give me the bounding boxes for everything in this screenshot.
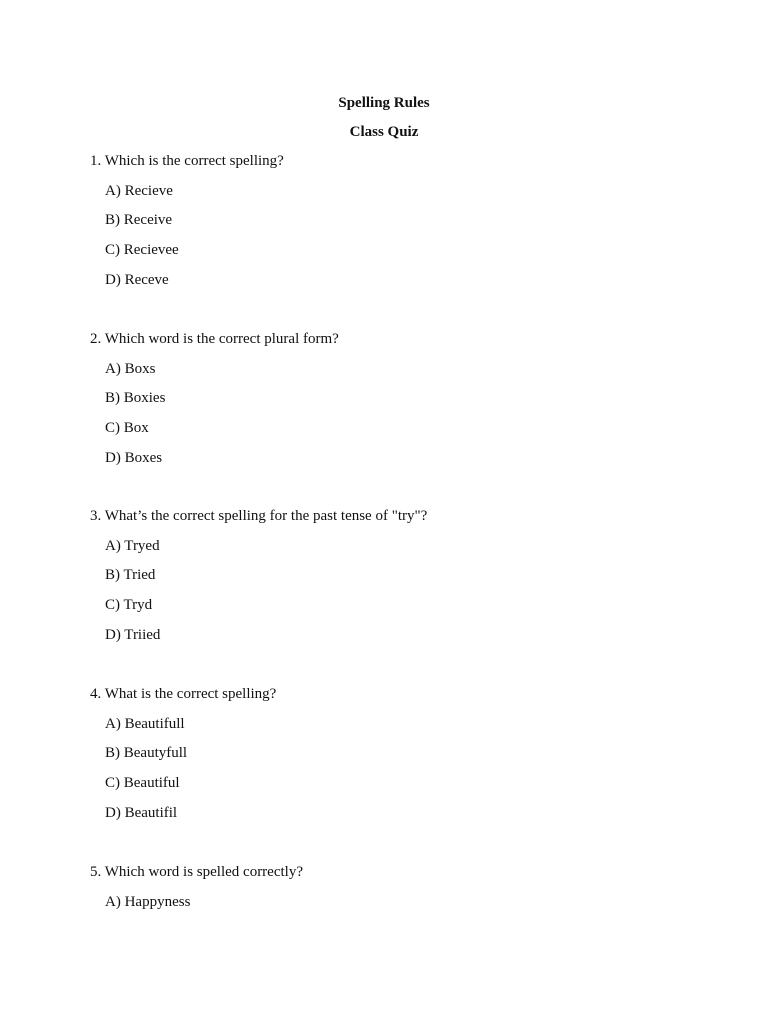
option-a: A) Happyness [105, 894, 191, 910]
question-text: 1. Which is the correct spelling? [90, 153, 284, 169]
option-a: A) Tryed [105, 538, 160, 554]
option-a: A) Recieve [105, 183, 173, 199]
document-subtitle: Class Quiz [349, 124, 419, 140]
option-d: D) Beautifil [105, 805, 178, 821]
document-title: Spelling Rules [338, 95, 430, 111]
option-a: A) Beautifull [105, 716, 185, 732]
option-b: B) Receive [105, 212, 173, 228]
option-b: B) Boxies [105, 390, 166, 406]
option-d: D) Triied [105, 627, 161, 643]
option-c: C) Beautiful [105, 775, 180, 791]
option-c: C) Box [105, 420, 149, 436]
option-b: B) Beautyfull [105, 745, 188, 761]
question-text: 4. What is the correct spelling? [90, 686, 277, 702]
option-d: D) Boxes [105, 450, 163, 466]
option-b: B) Tried [105, 567, 156, 583]
option-c: C) Tryd [105, 597, 153, 613]
question-text: 2. Which word is the correct plural form? [90, 331, 339, 347]
option-d: D) Receve [105, 272, 169, 288]
option-c: C) Recievee [105, 242, 179, 258]
option-a: A) Boxs [105, 361, 156, 377]
question-text: 3. What’s the correct spelling for the past tense of "try"? [90, 508, 428, 524]
question-text: 5. Which word is spelled correctly? [90, 864, 303, 880]
